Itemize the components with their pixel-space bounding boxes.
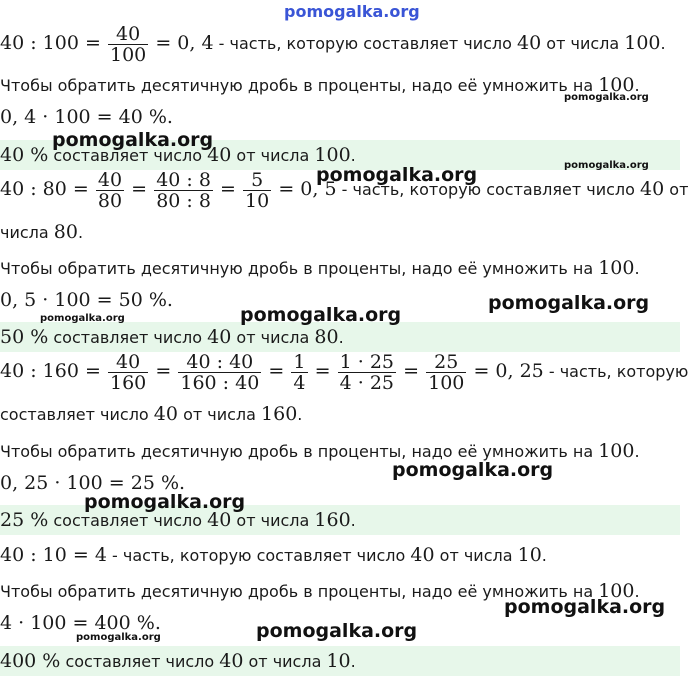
- number: 100: [598, 257, 635, 279]
- text: .: [634, 442, 640, 461]
- equation-part: = 0, 25: [473, 360, 544, 382]
- watermark: pomogalka.org: [392, 459, 554, 481]
- watermark: pomogalka.org: [488, 292, 650, 314]
- equation-part: 40 : 160 =: [0, 360, 101, 382]
- fraction-numerator: 40: [108, 24, 148, 45]
- text: .: [297, 405, 303, 424]
- fraction-denominator: 10: [245, 190, 270, 212]
- result-line: [0, 650, 356, 672]
- fraction-numerator: 40: [97, 169, 123, 191]
- equation-line: [0, 352, 688, 393]
- equals-sign: =: [268, 360, 285, 382]
- equation-part: = 0, 5: [278, 178, 337, 200]
- equals-sign: =: [220, 178, 236, 200]
- fraction-numerator: 1: [293, 351, 306, 373]
- text: от числа: [231, 146, 315, 165]
- number: 100: [314, 144, 351, 166]
- number: 40: [517, 32, 542, 54]
- text: Чтобы обратить десятичную дробь в проценты, надо её умножить на: [0, 259, 599, 278]
- text: от: [664, 180, 688, 199]
- fraction-numerator: 5: [243, 170, 271, 191]
- number: 400 %: [0, 650, 61, 672]
- equation-part: 40 : 10 = 4: [0, 544, 107, 566]
- text: - часть, которую: [543, 362, 688, 381]
- calc-line: 0, 4 · 100 = 40 %.: [0, 106, 173, 128]
- number: 100: [598, 440, 635, 462]
- text: .: [634, 582, 640, 601]
- fraction: [108, 352, 148, 393]
- equals-sign: =: [403, 360, 420, 382]
- watermark: pomogalka.org: [564, 92, 649, 103]
- calc-line: 4 · 100 = 400 %.: [0, 612, 161, 634]
- fraction: [338, 352, 396, 393]
- text: .: [350, 511, 356, 530]
- text: .: [338, 328, 344, 347]
- equation-line: [0, 544, 547, 566]
- number: 100: [598, 580, 635, 602]
- continuation-line: [0, 403, 302, 425]
- text: от числа: [541, 34, 625, 53]
- fraction: [96, 170, 124, 211]
- text: Чтобы обратить десятичную дробь в проценты, надо её умножить на: [0, 582, 599, 601]
- number: 160: [261, 403, 298, 425]
- text: составляет число: [48, 328, 208, 347]
- text: .: [350, 652, 356, 671]
- number: 40: [410, 544, 435, 566]
- continuation-line: [0, 221, 83, 243]
- text: от числа: [177, 405, 262, 424]
- fraction-numerator: 40 : 8: [156, 169, 211, 191]
- calc-line: 0, 5 · 100 = 50 %.: [0, 289, 173, 311]
- text: составляет число: [48, 511, 208, 530]
- text: составляет число: [60, 652, 220, 671]
- equation-line: [0, 24, 666, 65]
- number: 40: [207, 144, 232, 166]
- text: составляет число: [48, 146, 208, 165]
- text: .: [541, 546, 547, 565]
- fraction-denominator: 4 · 25: [339, 372, 394, 394]
- text: Чтобы обратить десятичную дробь в проценты, надо её умножить на: [0, 442, 599, 461]
- number: 80: [53, 221, 78, 243]
- fraction-denominator: 80 : 8: [156, 190, 211, 212]
- fraction-denominator: 160: [109, 372, 147, 394]
- fraction-denominator: 80: [97, 190, 123, 212]
- fraction-denominator: 100: [428, 372, 465, 394]
- watermark: pomogalka.org: [256, 620, 418, 642]
- text: .: [634, 259, 640, 278]
- equals-sign: =: [314, 360, 331, 382]
- number: 40: [207, 509, 232, 531]
- fraction: [178, 352, 261, 393]
- watermark: pomogalka.org: [84, 491, 246, 513]
- number: 100: [624, 32, 661, 54]
- text: от числа: [434, 546, 518, 565]
- text: Чтобы обратить десятичную дробь в проценты, надо её умножить на: [0, 76, 599, 95]
- calc-line: 0, 25 · 100 = 25 %.: [0, 472, 186, 494]
- number: 40 %: [0, 144, 49, 166]
- rule-line: [0, 257, 640, 279]
- text: от числа: [231, 511, 315, 530]
- fraction: [154, 170, 213, 211]
- number: 160: [314, 509, 351, 531]
- number: 40: [640, 178, 665, 200]
- fraction-numerator: 40: [108, 352, 148, 373]
- equation-part: = 0, 4: [155, 32, 214, 54]
- watermark-top: pomogalka.org: [284, 2, 420, 21]
- equals-sign: =: [131, 178, 148, 200]
- watermark: pomogalka.org: [316, 164, 478, 186]
- number: 80: [314, 326, 339, 348]
- text: - часть, которую составляет число: [336, 180, 640, 199]
- text: .: [77, 223, 84, 242]
- fraction-numerator: 1 · 25: [339, 351, 394, 373]
- fraction: [426, 352, 466, 393]
- fraction: [243, 170, 271, 211]
- text: составляет число: [0, 405, 154, 424]
- number: 100: [598, 74, 635, 96]
- number: 40: [219, 650, 244, 672]
- result-line: [0, 326, 344, 348]
- text: числа: [0, 223, 54, 242]
- text: от числа: [231, 328, 315, 347]
- number: 40: [153, 403, 178, 425]
- number: 10: [326, 650, 351, 672]
- rule-line: [0, 74, 640, 96]
- equals-sign: =: [155, 360, 172, 382]
- text: - часть, которую составляет число: [213, 34, 518, 53]
- number: 40: [207, 326, 232, 348]
- number: 10: [517, 544, 542, 566]
- text: .: [350, 146, 356, 165]
- watermark: pomogalka.org: [40, 313, 125, 324]
- watermark: pomogalka.org: [76, 632, 161, 643]
- fraction: [291, 352, 307, 393]
- number: 25 %: [0, 509, 49, 531]
- fraction-denominator: 160 : 40: [180, 372, 260, 394]
- equation-part: 40 : 80 =: [0, 178, 89, 200]
- fraction-numerator: 25: [426, 352, 466, 373]
- equation-part: 40 : 100 =: [0, 32, 101, 54]
- text: .: [634, 76, 640, 95]
- fraction: [108, 24, 148, 65]
- watermark: pomogalka.org: [564, 160, 649, 171]
- text: .: [660, 34, 666, 53]
- fraction-denominator: 4: [293, 372, 306, 394]
- text: - часть, которую составляет число: [106, 546, 411, 565]
- fraction-numerator: 40 : 40: [178, 352, 261, 373]
- watermark: pomogalka.org: [52, 129, 214, 151]
- watermark: pomogalka.org: [240, 304, 402, 326]
- text: от числа: [243, 652, 327, 671]
- fraction-denominator: 100: [109, 44, 147, 66]
- number: 50 %: [0, 326, 49, 348]
- watermark: pomogalka.org: [504, 596, 666, 618]
